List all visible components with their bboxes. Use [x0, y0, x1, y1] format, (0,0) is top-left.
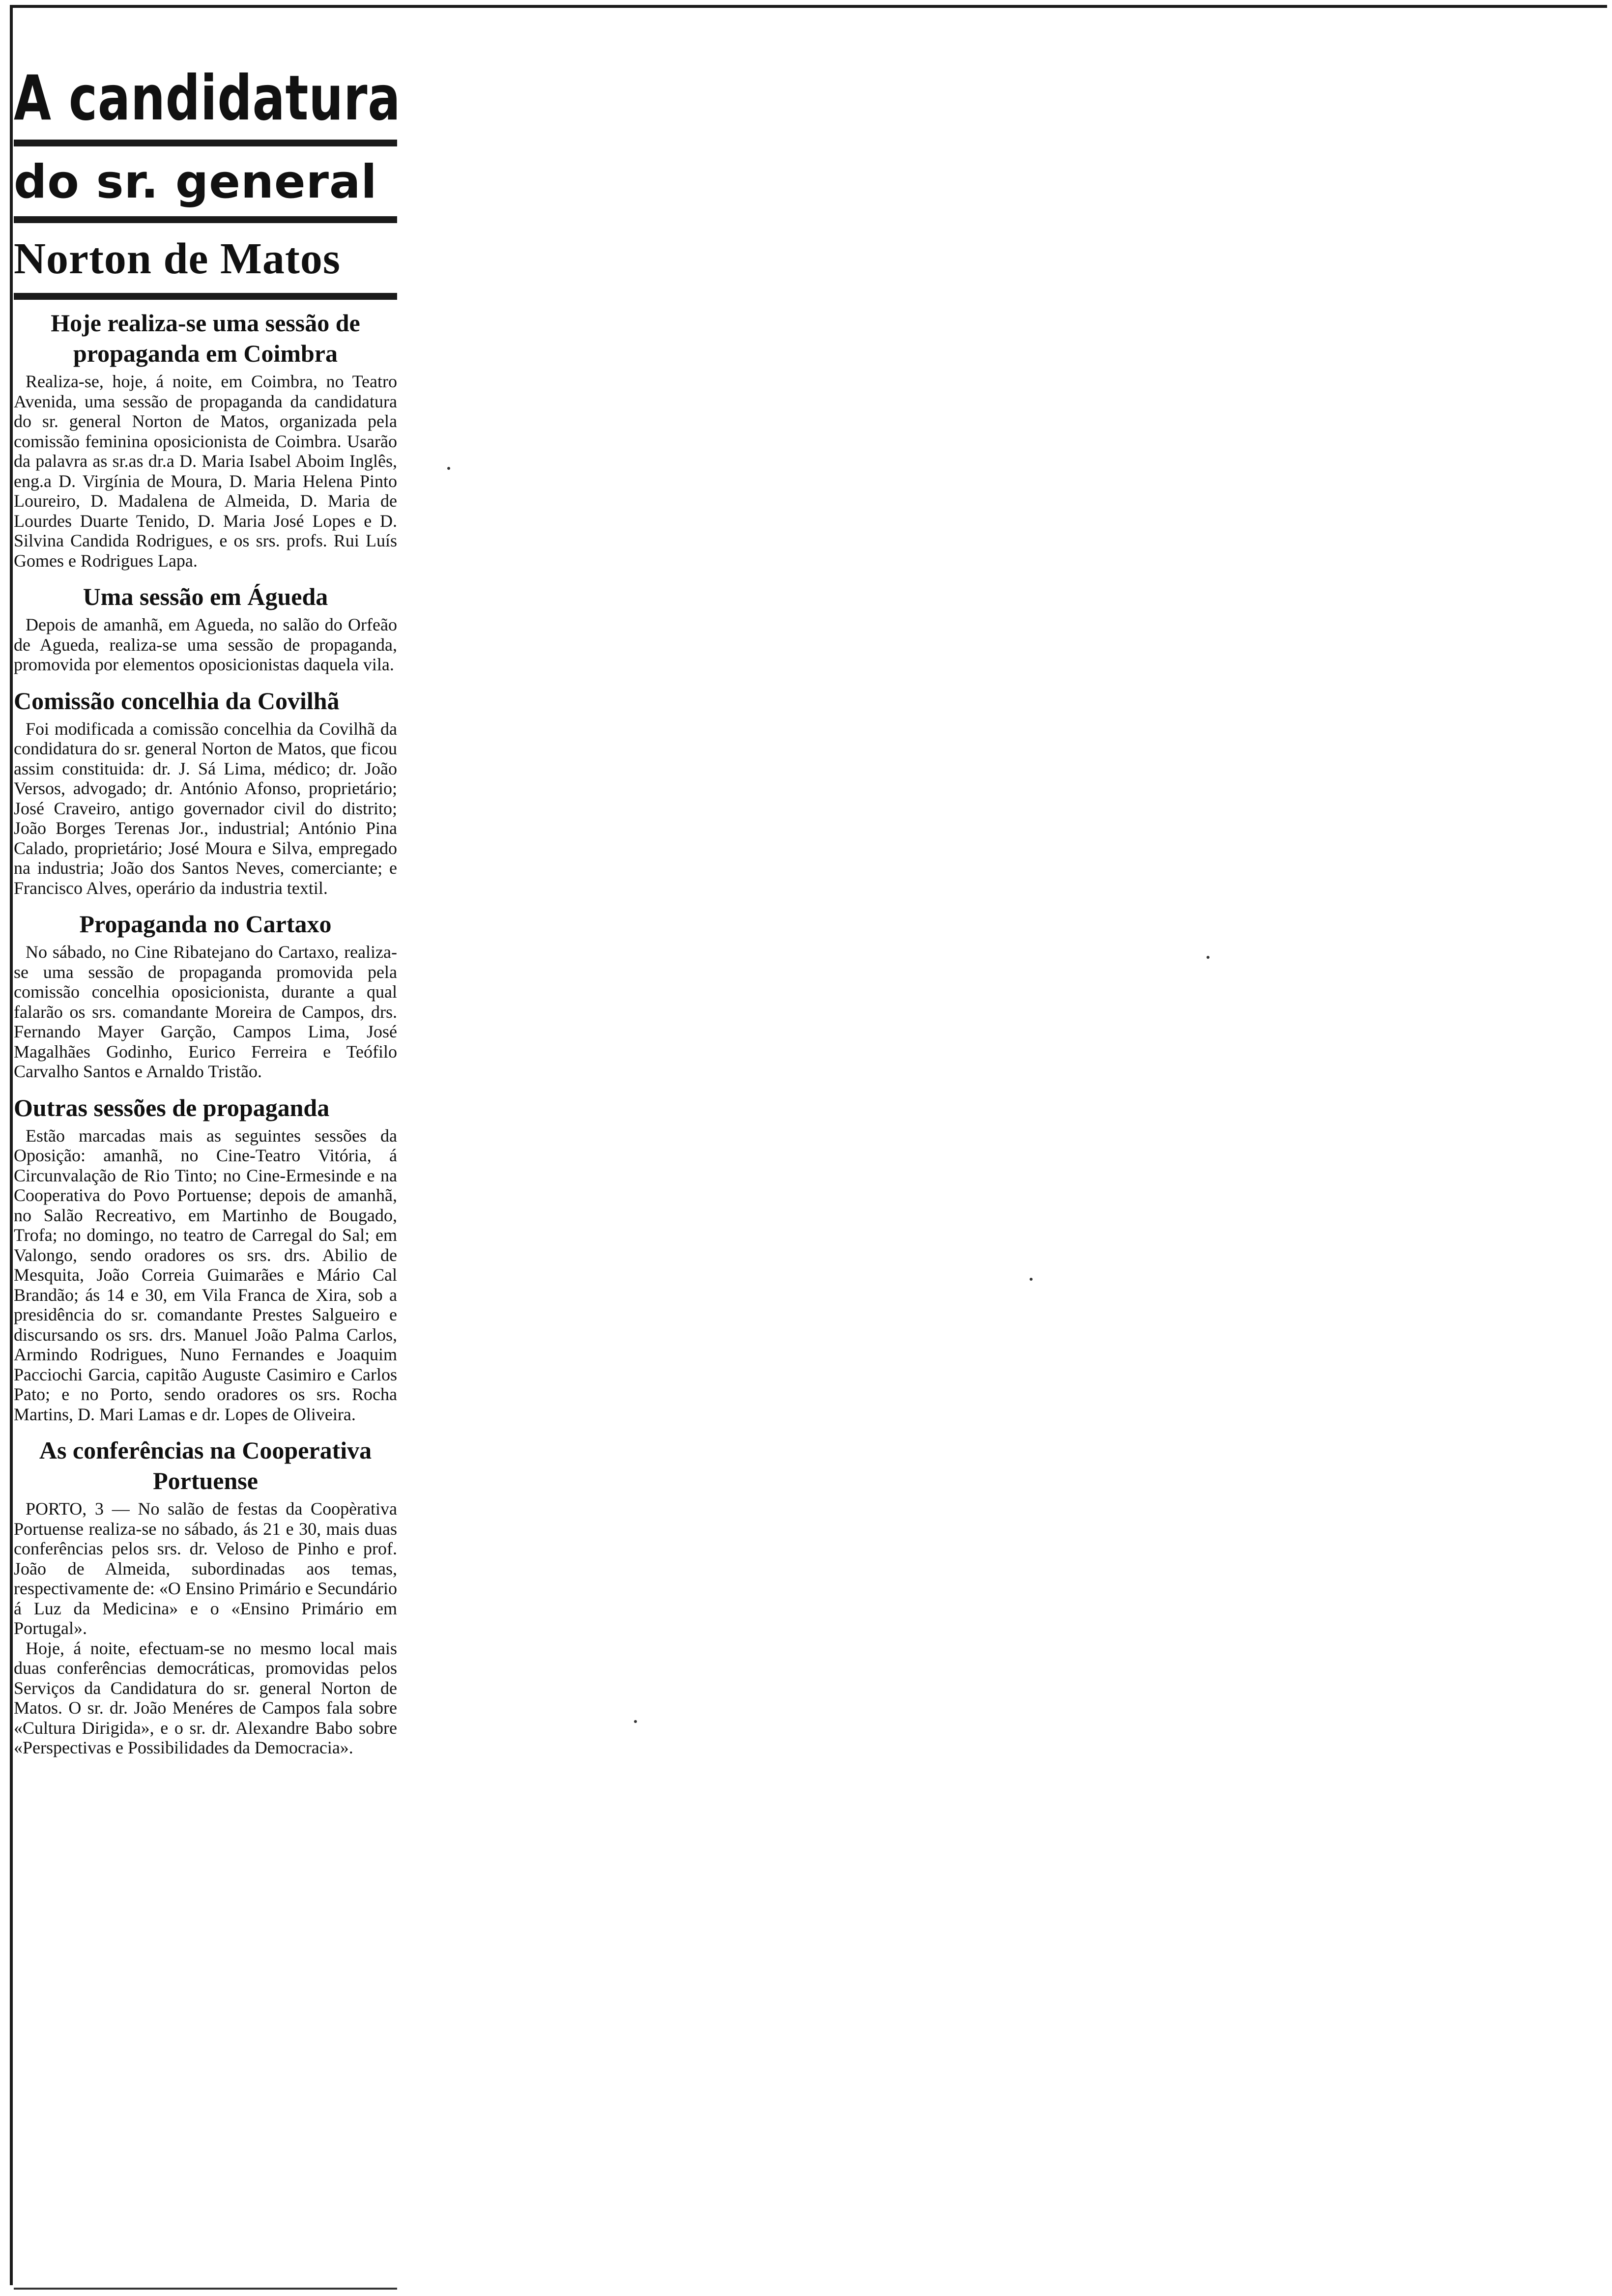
paragraph: Realiza-se, hoje, á noite, em Coimbra, no Teatro Avenida, uma sessão de propaganda da candidatura do sr. general Norton de Matos, organizada pela comissão feminina oposicionista de Coimbra. Usarão da palavra as sr.as dr.a D. Maria Isabel Aboim Inglês, eng.a D. Virgínia de Moura, D. Maria Helena Pinto Loureiro, D. Madalena de Almeida, D. Maria de Lourdes Duarte Tenido, D. Maria José Lopes e D. Silvina Candida Rodrigues, e os srs. profs. Rui Luís Gomes e Rodrigues Lapa. — [14, 372, 397, 571]
newspaper-clipping — [14, 10, 402, 2290]
section-title: Comissão concelhia da Covilhã — [14, 687, 340, 715]
scan-speck — [1030, 1278, 1033, 1281]
scan-speck — [447, 467, 450, 470]
section-title: Hoje realiza-se uma sessão de propaganda em Coimbra — [51, 309, 360, 367]
scan-speck — [1207, 956, 1209, 959]
headline-rule — [14, 216, 397, 223]
headline-rule — [14, 293, 397, 300]
paragraph: Depois de amanhã, em Agueda, no salão do Orfeão de Agueda, realiza-se uma sessão de propaganda, promovida por elementos oposicionistas daquela vila. — [14, 615, 397, 674]
section-body — [14, 942, 397, 1082]
paragraph: Hoje, á noite, efectuam-se no mesmo local mais duas conferências democráticas, promovidas pelos Serviços da Candidatura do sr. general Norton de Matos. O sr. dr. João Menéres de Campos fala sobre «Cultura Dirigida», e o sr. dr. Alexandre Babo sobre «Perspectivas e Possibilidades da Democracia». — [14, 1638, 397, 1757]
scan-speck — [634, 1720, 637, 1723]
paragraph: Estão marcadas mais as seguintes sessões da Oposição: amanhã, no Cine-Teatro Vitória, á Circunvalação de Rio Tinto; no Cine-Ermesinde e na Cooperativa do Povo Portuense; depois de amanhã, no Salão Recreativo, em Martinho de Bougado, Trofa; no domingo, no teatro de Carregal do Sal; em Valongo, sendo oradores os srs. drs. Abilio de Mesquita, João Correia Guimarães e Mário Cal Brandão; ás 14 e 30, em Vila Franca de Xira, sob a presidência do sr. comandante Prestes Salgueiro e discursando os srs. drs. Manuel João Palma Carlos, Armindo Rodrigues, Nuno Fernandes e Joaquim Pacciochi Garcia, capitão Auguste Casimiro e Carlos Pato; e no Porto, sendo oradores os srs. Rocha Martins, D. Mari Lamas e dr. Lopes de Oliveira. — [14, 1125, 397, 1424]
section-title: Outras sessões de propaganda — [14, 1093, 330, 1121]
section-body — [14, 615, 397, 675]
paragraph: No sábado, no Cine Ribatejano do Cartaxo, realiza-se uma sessão de propaganda promovida pela comissão concelhia oposicionista, durante a qual falarão os srs. comandante Moreira de Campos, drs. Fernando Mayer Garção, Campos Lima, José Magalhães Godinho, Eurico Ferreira e Teófilo Carvalho Santos e Arnaldo Tristão. — [14, 942, 397, 1081]
column-left-border — [10, 5, 13, 2285]
paragraph: Foi modificada a comissão concelhia da Covilhã da condidatura do sr. general Norton de Matos, que ficou assim constituida: dr. J. Sá Lima, médico; dr. João Versos, advogado; dr. António Afonso, proprietário; José Craveiro, antigo governador civil do distrito; João Borges Terenas Jor., industrial; António Pina Calado, proprietário; José Moura e Silva, empregado na industria; João dos Santos Neves, comerciante; e Francisco Alves, operário da industria textil. — [14, 718, 397, 898]
headline-line-3: Norton de Matos — [14, 234, 341, 283]
section-title: As conferências na Cooperativa Portuense — [39, 1436, 372, 1494]
paragraph: PORTO, 3 — No salão de festas da Coopèrativa Portuense realiza-se no sábado, ás 21 e 30, mais duas conferências pelos srs. dr. Veloso de Pinho e prof. João de Almeida, subordinadas aos temas, respectivamente de: «O Ensino Primário e Secundário á Luz da Medicina» e o «Ensino Primário em Portugal». — [14, 1499, 397, 1638]
headline-line-1: A candidatura — [14, 62, 401, 134]
section-title: Propaganda no Cartaxo — [79, 910, 332, 938]
headline-line-2: do sr. general — [14, 155, 377, 209]
section-body — [14, 1126, 397, 1425]
section-body — [14, 372, 397, 571]
headline-rule — [14, 140, 397, 146]
section-body — [14, 719, 397, 898]
bottom-rule — [14, 2288, 397, 2290]
section-title: Uma sessão em Águeda — [83, 583, 328, 610]
page-top-border — [10, 5, 1607, 8]
section-body — [14, 1499, 397, 1758]
